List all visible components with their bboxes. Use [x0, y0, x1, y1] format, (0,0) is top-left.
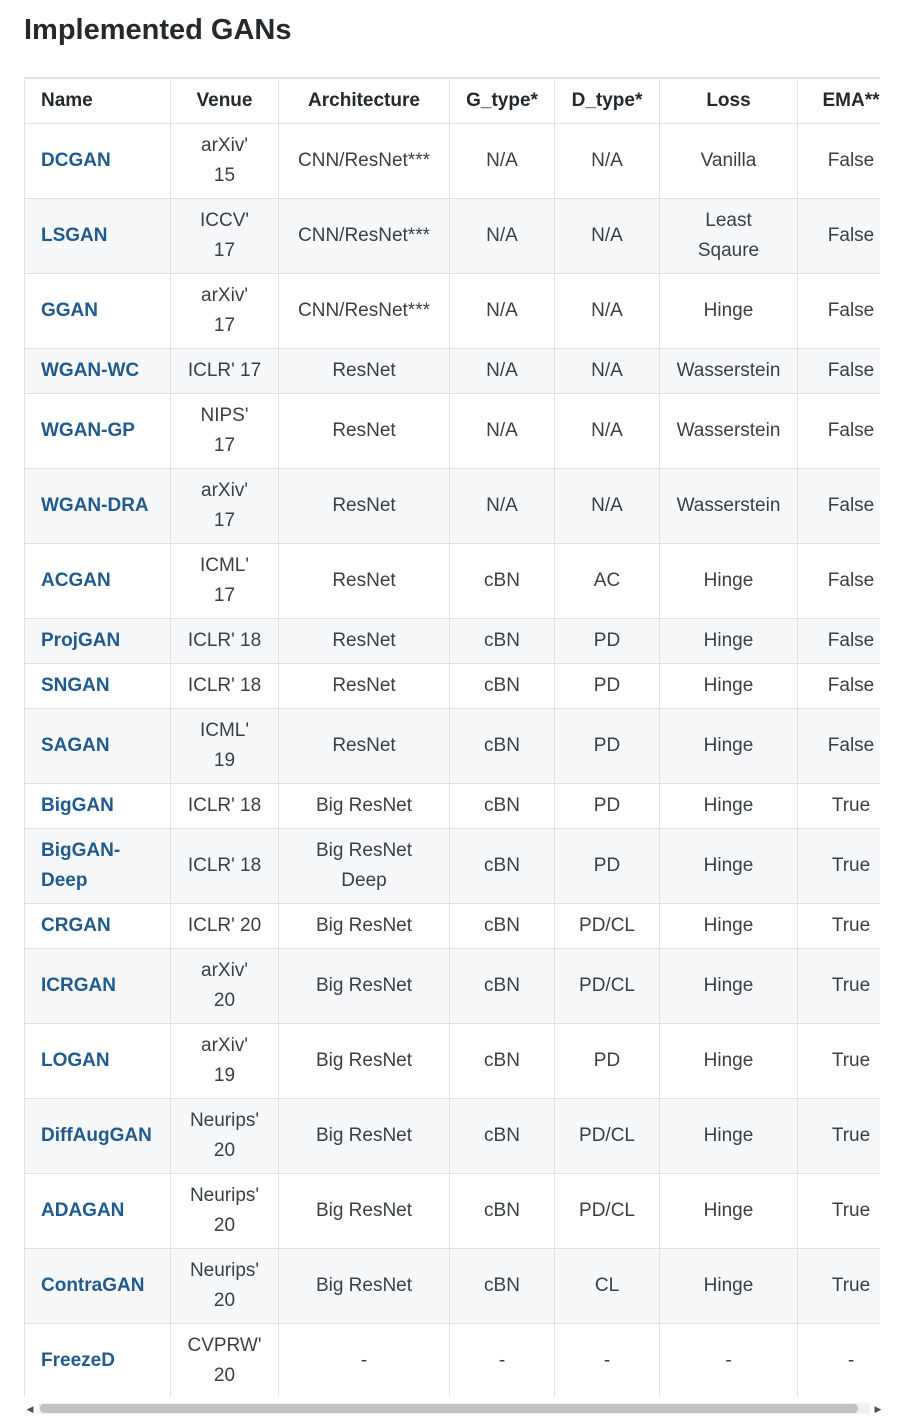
cell-venue-line: arXiv': [201, 960, 248, 981]
cell-venue-line: 17: [213, 510, 236, 531]
cell-loss: [660, 469, 798, 544]
cell-ema: True: [798, 1249, 881, 1324]
cell-architecture: [279, 1174, 450, 1249]
table-row: [25, 664, 881, 709]
cell-venue: [171, 469, 279, 544]
cell-venue-line: 20: [213, 1215, 236, 1236]
cell-architecture-line: Big ResNet: [315, 975, 413, 996]
cell-name-line[interactable]: WGAN-WC: [41, 360, 140, 381]
table-row: [25, 784, 881, 829]
cell-d-type: PD/CL: [555, 949, 660, 1024]
cell-venue: [171, 904, 279, 949]
cell-venue: [171, 784, 279, 829]
cell-loss: [660, 709, 798, 784]
table-row: [25, 829, 881, 904]
cell-name-link[interactable]: [25, 904, 171, 949]
cell-loss-line: Hinge: [703, 1200, 754, 1221]
cell-name-line[interactable]: ADAGAN: [41, 1200, 125, 1221]
cell-name-line[interactable]: WGAN-GP: [41, 420, 135, 441]
cell-loss: [660, 199, 798, 274]
cell-name-link[interactable]: [25, 709, 171, 784]
horizontal-scrollbar[interactable]: [24, 1398, 884, 1420]
cell-loss-line: Hinge: [703, 915, 754, 936]
table-row: [25, 619, 881, 664]
cell-name-link[interactable]: [25, 394, 171, 469]
cell-venue: [171, 1099, 279, 1174]
cell-name-link[interactable]: [25, 1324, 171, 1397]
cell-loss-line: Hinge: [703, 630, 754, 651]
cell-d-type: AC: [555, 544, 660, 619]
cell-name-line[interactable]: FreezeD: [41, 1350, 115, 1371]
cell-architecture-line: ResNet: [332, 570, 396, 591]
cell-ema: False: [798, 619, 881, 664]
column-header-name: Name: [25, 79, 171, 124]
cell-name-line[interactable]: SAGAN: [41, 735, 110, 756]
cell-d-type: PD/CL: [555, 1174, 660, 1249]
cell-ema: False: [798, 394, 881, 469]
cell-architecture-line: -: [360, 1350, 368, 1371]
cell-name-link[interactable]: [25, 619, 171, 664]
cell-loss: [660, 1324, 798, 1397]
cell-d-type: N/A: [555, 124, 660, 199]
cell-venue: [171, 664, 279, 709]
cell-loss: [660, 829, 798, 904]
cell-venue-line: CVPRW': [187, 1335, 262, 1356]
cell-venue: [171, 544, 279, 619]
column-header-ema: EMA**: [798, 79, 881, 124]
cell-loss: [660, 1249, 798, 1324]
cell-architecture: [279, 1324, 450, 1397]
cell-loss-line: Hinge: [703, 795, 754, 816]
cell-architecture-line: ResNet: [332, 420, 396, 441]
cell-name-line[interactable]: ContraGAN: [41, 1275, 145, 1296]
cell-loss: [660, 1099, 798, 1174]
cell-venue-line: ICLR' 18: [187, 630, 262, 651]
table-row: [25, 1024, 881, 1099]
cell-g-type: cBN: [450, 1099, 555, 1174]
cell-name-line[interactable]: Deep: [41, 870, 88, 891]
cell-g-type: -: [450, 1324, 555, 1397]
cell-ema: True: [798, 949, 881, 1024]
cell-architecture-line: Big ResNet: [315, 915, 413, 936]
cell-venue-line: 20: [213, 990, 236, 1011]
cell-venue-line: ICLR' 18: [187, 855, 262, 876]
cell-ema: False: [798, 199, 881, 274]
cell-ema: False: [798, 274, 881, 349]
cell-architecture: [279, 1249, 450, 1324]
cell-name-link[interactable]: [25, 469, 171, 544]
cell-g-type: cBN: [450, 829, 555, 904]
cell-d-type: N/A: [555, 349, 660, 394]
cell-ema: False: [798, 469, 881, 544]
cell-name-line[interactable]: GGAN: [41, 300, 98, 321]
scrollbar-thumb[interactable]: [40, 1404, 858, 1413]
cell-venue: [171, 1174, 279, 1249]
cell-venue-line: ICLR' 18: [187, 795, 262, 816]
cell-d-type: N/A: [555, 274, 660, 349]
cell-d-type: PD: [555, 709, 660, 784]
cell-name-link[interactable]: [25, 199, 171, 274]
cell-architecture-line: ResNet: [332, 675, 396, 696]
cell-g-type: cBN: [450, 1024, 555, 1099]
cell-venue-line: ICCV': [199, 210, 250, 231]
cell-venue: [171, 949, 279, 1024]
cell-venue-line: 20: [213, 1365, 236, 1386]
cell-venue-line: 17: [213, 585, 236, 606]
cell-architecture: [279, 829, 450, 904]
gans-table: [24, 78, 880, 1396]
cell-name-line[interactable]: CRGAN: [41, 915, 111, 936]
cell-venue-line: arXiv': [201, 135, 248, 156]
cell-architecture: [279, 349, 450, 394]
cell-loss: [660, 1174, 798, 1249]
cell-name-line[interactable]: LOGAN: [41, 1050, 110, 1071]
cell-d-type: -: [555, 1324, 660, 1397]
cell-name-line[interactable]: ACGAN: [41, 570, 111, 591]
cell-venue: [171, 274, 279, 349]
table-row: [25, 469, 881, 544]
column-header-g-type: G_type*: [450, 79, 555, 124]
cell-d-type: PD: [555, 664, 660, 709]
cell-loss-line: Hinge: [703, 570, 754, 591]
cell-name-link[interactable]: [25, 1174, 171, 1249]
cell-loss: [660, 394, 798, 469]
cell-venue: [171, 124, 279, 199]
cell-loss-line: Hinge: [703, 1125, 754, 1146]
cell-architecture-line: CNN/ResNet***: [298, 150, 430, 171]
table-row: [25, 949, 881, 1024]
cell-venue-line: 17: [213, 315, 236, 336]
cell-loss-line: Wasserstein: [676, 420, 781, 441]
cell-name-line[interactable]: ICRGAN: [41, 975, 116, 996]
cell-architecture-line: CNN/ResNet***: [298, 225, 430, 246]
cell-ema: True: [798, 829, 881, 904]
table-row: [25, 1174, 881, 1249]
cell-venue: [171, 619, 279, 664]
cell-loss-line: Hinge: [703, 675, 754, 696]
cell-architecture-line: Big ResNet: [315, 1125, 413, 1146]
cell-name-line[interactable]: DiffAugGAN: [41, 1125, 152, 1146]
cell-name-line[interactable]: SNGAN: [41, 675, 110, 696]
cell-d-type: PD: [555, 1024, 660, 1099]
cell-architecture-line: ResNet: [332, 360, 396, 381]
cell-d-type: N/A: [555, 469, 660, 544]
cell-venue: [171, 709, 279, 784]
table-header-row: [25, 79, 881, 124]
cell-g-type: cBN: [450, 619, 555, 664]
cell-venue-line: 17: [213, 240, 236, 261]
cell-venue: [171, 199, 279, 274]
cell-g-type: cBN: [450, 784, 555, 829]
cell-architecture: [279, 1099, 450, 1174]
cell-loss-line: Hinge: [703, 975, 754, 996]
cell-d-type: N/A: [555, 199, 660, 274]
cell-name-link[interactable]: [25, 784, 171, 829]
cell-g-type: N/A: [450, 124, 555, 199]
cell-venue-line: ICML': [199, 720, 250, 741]
cell-loss-line: Hinge: [703, 735, 754, 756]
scroll-left-arrow-icon[interactable]: ◀: [26, 1404, 34, 1414]
cell-g-type: N/A: [450, 349, 555, 394]
cell-loss-line: Hinge: [703, 300, 754, 321]
cell-loss-line: Wasserstein: [676, 495, 781, 516]
cell-architecture-line: ResNet: [332, 630, 396, 651]
table-row: [25, 904, 881, 949]
table-row: [25, 394, 881, 469]
cell-loss: [660, 904, 798, 949]
cell-name-link[interactable]: [25, 1099, 171, 1174]
cell-architecture-line: Deep: [341, 870, 387, 891]
cell-architecture: [279, 199, 450, 274]
cell-name-link[interactable]: [25, 664, 171, 709]
cell-ema: True: [798, 1174, 881, 1249]
cell-architecture-line: Big ResNet: [315, 1200, 413, 1221]
cell-loss: [660, 784, 798, 829]
cell-venue-line: 15: [213, 165, 236, 186]
cell-architecture: [279, 664, 450, 709]
cell-loss: [660, 274, 798, 349]
cell-g-type: cBN: [450, 1249, 555, 1324]
cell-architecture-line: CNN/ResNet***: [298, 300, 430, 321]
cell-venue-line: NIPS': [200, 405, 249, 426]
cell-venue: [171, 829, 279, 904]
scroll-right-arrow-icon[interactable]: ▶: [874, 1404, 882, 1414]
cell-venue-line: ICML': [199, 555, 250, 576]
cell-ema: -: [798, 1324, 881, 1397]
cell-d-type: PD/CL: [555, 1099, 660, 1174]
cell-venue-line: Neurips': [189, 1185, 260, 1206]
cell-venue: [171, 1024, 279, 1099]
cell-name-link[interactable]: [25, 349, 171, 394]
column-header-d-type: D_type*: [555, 79, 660, 124]
cell-loss: [660, 349, 798, 394]
page-title: Implemented GANs: [24, 14, 292, 46]
cell-architecture: [279, 124, 450, 199]
cell-architecture: [279, 469, 450, 544]
cell-d-type: N/A: [555, 394, 660, 469]
cell-venue-line: arXiv': [201, 480, 248, 501]
table-row: [25, 274, 881, 349]
table-row: [25, 124, 881, 199]
cell-architecture-line: ResNet: [332, 735, 396, 756]
cell-name-line[interactable]: LSGAN: [41, 225, 108, 246]
table-row: [25, 1324, 881, 1397]
cell-venue: [171, 394, 279, 469]
cell-venue-line: Neurips': [189, 1110, 260, 1131]
cell-venue-line: 20: [213, 1140, 236, 1161]
column-header-architecture: Architecture: [279, 79, 450, 124]
cell-name-link[interactable]: [25, 274, 171, 349]
cell-name-link[interactable]: [25, 949, 171, 1024]
cell-ema: True: [798, 1099, 881, 1174]
cell-ema: True: [798, 784, 881, 829]
cell-venue-line: ICLR' 17: [187, 360, 262, 381]
cell-g-type: cBN: [450, 949, 555, 1024]
cell-loss-line: Hinge: [703, 1275, 754, 1296]
cell-architecture-line: Big ResNet: [315, 795, 413, 816]
cell-loss-line: -: [725, 1350, 732, 1371]
cell-venue-line: arXiv': [201, 1035, 248, 1056]
cell-d-type: PD: [555, 619, 660, 664]
cell-loss-line: Sqaure: [697, 240, 760, 261]
cell-venue-line: arXiv': [201, 285, 248, 306]
cell-g-type: N/A: [450, 394, 555, 469]
cell-architecture: [279, 904, 450, 949]
cell-architecture: [279, 619, 450, 664]
cell-venue-line: 19: [213, 750, 236, 771]
column-header-venue: Venue: [171, 79, 279, 124]
cell-g-type: cBN: [450, 664, 555, 709]
cell-architecture-line: Big ResNet: [315, 1050, 413, 1071]
column-header-loss: Loss: [660, 79, 798, 124]
cell-loss: [660, 1024, 798, 1099]
table-body: [25, 124, 881, 1397]
cell-ema: False: [798, 349, 881, 394]
cell-architecture-line: Big ResNet: [315, 1275, 413, 1296]
cell-venue-line: 19: [213, 1065, 236, 1086]
cell-venue: [171, 349, 279, 394]
cell-g-type: N/A: [450, 469, 555, 544]
table-row: [25, 544, 881, 619]
cell-ema: True: [798, 1024, 881, 1099]
cell-venue-line: 17: [213, 435, 236, 456]
cell-ema: True: [798, 904, 881, 949]
cell-g-type: cBN: [450, 544, 555, 619]
cell-loss-line: Wasserstein: [676, 360, 781, 381]
cell-loss-line: Hinge: [703, 1050, 754, 1071]
cell-name-link[interactable]: [25, 829, 171, 904]
cell-g-type: cBN: [450, 709, 555, 784]
cell-name-line[interactable]: BigGAN: [41, 795, 114, 816]
cell-loss: [660, 619, 798, 664]
cell-name-link[interactable]: [25, 124, 171, 199]
cell-loss-line: Hinge: [703, 855, 754, 876]
cell-name-line[interactable]: DCGAN: [41, 150, 111, 171]
cell-ema: False: [798, 709, 881, 784]
cell-d-type: CL: [555, 1249, 660, 1324]
cell-venue-line: 20: [213, 1290, 236, 1311]
cell-venue: [171, 1324, 279, 1397]
table-row: [25, 349, 881, 394]
cell-architecture: [279, 394, 450, 469]
cell-loss: [660, 124, 798, 199]
cell-architecture: [279, 1024, 450, 1099]
cell-d-type: PD/CL: [555, 904, 660, 949]
table-scroll-container[interactable]: [24, 78, 880, 1396]
cell-architecture: [279, 709, 450, 784]
cell-d-type: PD: [555, 829, 660, 904]
cell-venue: [171, 1249, 279, 1324]
cell-loss-line: Vanilla: [700, 150, 757, 171]
cell-venue-line: ICLR' 18: [187, 675, 262, 696]
cell-architecture-line: ResNet: [332, 495, 396, 516]
cell-architecture-line: Big ResNet: [315, 840, 413, 861]
cell-architecture: [279, 274, 450, 349]
cell-g-type: N/A: [450, 199, 555, 274]
table-row: [25, 709, 881, 784]
table-row: [25, 1249, 881, 1324]
cell-name-link[interactable]: [25, 1249, 171, 1324]
table-row: [25, 199, 881, 274]
cell-loss-line: Least: [705, 210, 752, 231]
cell-loss: [660, 949, 798, 1024]
cell-architecture: [279, 949, 450, 1024]
cell-loss: [660, 664, 798, 709]
cell-venue-line: ICLR' 20: [187, 915, 262, 936]
cell-g-type: N/A: [450, 274, 555, 349]
cell-loss: [660, 544, 798, 619]
cell-venue-line: Neurips': [189, 1260, 260, 1281]
table-row: [25, 1099, 881, 1174]
cell-g-type: cBN: [450, 904, 555, 949]
cell-architecture: [279, 784, 450, 829]
cell-name-link[interactable]: [25, 1024, 171, 1099]
cell-ema: False: [798, 124, 881, 199]
cell-name-line[interactable]: BigGAN-: [41, 840, 121, 861]
cell-d-type: PD: [555, 784, 660, 829]
cell-ema: False: [798, 664, 881, 709]
cell-architecture: [279, 544, 450, 619]
cell-name-link[interactable]: [25, 544, 171, 619]
cell-g-type: cBN: [450, 1174, 555, 1249]
cell-ema: False: [798, 544, 881, 619]
cell-name-line[interactable]: WGAN-DRA: [41, 495, 149, 516]
cell-name-line[interactable]: ProjGAN: [41, 630, 121, 651]
